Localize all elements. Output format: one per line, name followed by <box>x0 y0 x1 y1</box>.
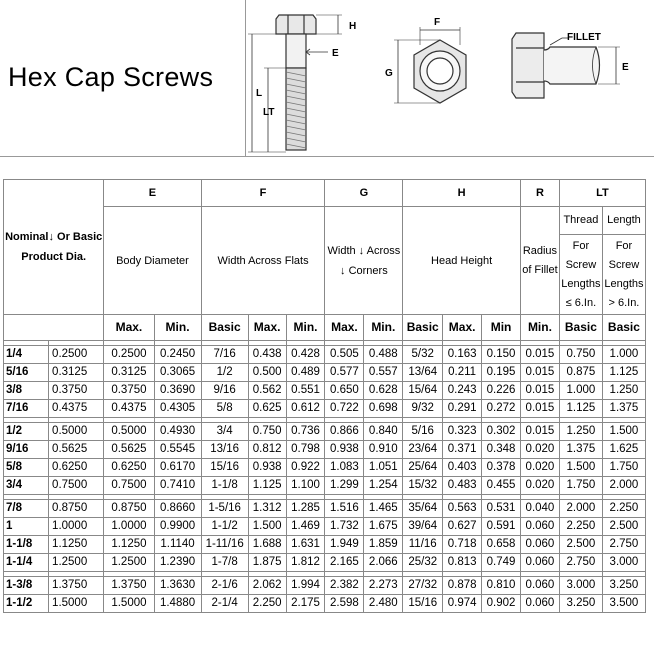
table-row <box>4 459 646 477</box>
cell-r-min: 0.015 <box>521 382 560 400</box>
cell-lt2: 2.000 <box>602 477 645 495</box>
nominal-decimal: 0.2500 <box>49 346 104 364</box>
cell-lt1: 3.000 <box>559 577 602 595</box>
cell-lt2: 1.125 <box>602 364 645 382</box>
cell-e-max: 0.3750 <box>104 382 154 400</box>
table-row <box>4 595 646 613</box>
cell-r-min: 0.060 <box>521 554 560 572</box>
cell-f-max: 0.625 <box>248 400 286 418</box>
cell-g-min: 1.254 <box>364 477 403 495</box>
cell-h-max: 0.211 <box>443 364 482 382</box>
nominal-fraction: 5/8 <box>4 459 49 477</box>
col-e-desc: Body Diameter <box>104 207 201 315</box>
cell-r-min: 0.015 <box>521 400 560 418</box>
cell-f-max: 0.812 <box>248 441 286 459</box>
subheader-cell: Basic <box>559 315 602 341</box>
cell-e-max: 1.2500 <box>104 554 154 572</box>
cell-g-min: 0.557 <box>364 364 403 382</box>
cell-h-min: 0.150 <box>482 346 521 364</box>
cell-e-max: 0.5625 <box>104 441 154 459</box>
cell-e-max: 0.2500 <box>104 346 154 364</box>
cell-f-min: 0.612 <box>286 400 325 418</box>
cell-h-min: 0.378 <box>482 459 521 477</box>
cell-f-max: 1.875 <box>248 554 286 572</box>
table-row <box>4 554 646 572</box>
fillet-detail-figure <box>512 33 620 98</box>
cell-r-min: 0.020 <box>521 441 560 459</box>
cell-g-max: 2.165 <box>325 554 364 572</box>
cell-e-min: 0.5545 <box>154 441 201 459</box>
cell-e-min: 0.9900 <box>154 518 201 536</box>
cell-f-basic: 1-7/8 <box>201 554 248 572</box>
label-fillet: FILLET <box>567 32 601 43</box>
nominal-decimal: 0.5625 <box>49 441 104 459</box>
nominal-fraction: 1 <box>4 518 49 536</box>
cell-h-basic: 11/16 <box>403 536 443 554</box>
col-lt-thread: Thread <box>559 207 602 235</box>
cell-h-max: 0.323 <box>443 423 482 441</box>
subheader-cell: Min. <box>286 315 325 341</box>
label-g: G <box>385 68 393 79</box>
cell-e-min: 0.4305 <box>154 400 201 418</box>
cell-r-min: 0.060 <box>521 518 560 536</box>
cell-h-basic: 25/32 <box>403 554 443 572</box>
cell-f-max: 2.062 <box>248 577 286 595</box>
cell-f-max: 0.938 <box>248 459 286 477</box>
cell-r-min: 0.020 <box>521 459 560 477</box>
table-row <box>4 518 646 536</box>
title-cell <box>0 0 246 157</box>
cell-h-basic: 9/32 <box>403 400 443 418</box>
cell-g-min: 1.675 <box>364 518 403 536</box>
cell-f-min: 1.100 <box>286 477 325 495</box>
nominal-decimal: 0.6250 <box>49 459 104 477</box>
cell-f-max: 0.750 <box>248 423 286 441</box>
dimensions-table <box>3 179 646 613</box>
cell-f-basic: 9/16 <box>201 382 248 400</box>
cell-h-max: 0.563 <box>443 500 482 518</box>
cell-g-max: 1.732 <box>325 518 364 536</box>
cell-e-min: 1.1140 <box>154 536 201 554</box>
cell-r-min: 0.060 <box>521 577 560 595</box>
table-row <box>4 423 646 441</box>
col-e-symbol: E <box>104 180 201 207</box>
cell-lt1: 2.250 <box>559 518 602 536</box>
cell-f-min: 1.994 <box>286 577 325 595</box>
table-row <box>4 577 646 595</box>
cell-f-basic: 2-1/6 <box>201 577 248 595</box>
nominal-fraction: 1/4 <box>4 346 49 364</box>
nominal-fraction: 3/8 <box>4 382 49 400</box>
nominal-decimal: 1.5000 <box>49 595 104 613</box>
side-view-figure <box>248 15 342 152</box>
cell-g-max: 1.949 <box>325 536 364 554</box>
cell-h-min: 0.272 <box>482 400 521 418</box>
cell-e-max: 0.7500 <box>104 477 154 495</box>
cell-h-min: 0.348 <box>482 441 521 459</box>
table-row <box>4 500 646 518</box>
subheader-cell: Basic <box>403 315 443 341</box>
cell-f-max: 2.250 <box>248 595 286 613</box>
cell-h-min: 0.658 <box>482 536 521 554</box>
cell-e-max: 1.1250 <box>104 536 154 554</box>
table-row <box>4 364 646 382</box>
subheader-cell: Max. <box>104 315 154 341</box>
col-f-desc: Width Across Flats <box>201 207 325 315</box>
cell-g-min: 2.066 <box>364 554 403 572</box>
cell-f-basic: 2-1/4 <box>201 595 248 613</box>
cell-f-basic: 1/2 <box>201 364 248 382</box>
subheader-cell: Basic <box>201 315 248 341</box>
cell-h-basic: 15/32 <box>403 477 443 495</box>
cell-f-max: 1.688 <box>248 536 286 554</box>
cell-h-basic: 5/32 <box>403 346 443 364</box>
nominal-decimal: 0.7500 <box>49 477 104 495</box>
nominal-decimal: 1.0000 <box>49 518 104 536</box>
cell-f-basic: 1-11/16 <box>201 536 248 554</box>
cell-f-min: 0.798 <box>286 441 325 459</box>
cell-lt1: 2.750 <box>559 554 602 572</box>
cell-g-max: 0.866 <box>325 423 364 441</box>
table-row <box>4 441 646 459</box>
cell-f-max: 0.562 <box>248 382 286 400</box>
nominal-decimal: 0.3750 <box>49 382 104 400</box>
cell-r-min: 0.015 <box>521 346 560 364</box>
cell-f-basic: 5/8 <box>201 400 248 418</box>
cell-g-min: 2.480 <box>364 595 403 613</box>
cell-e-max: 0.3125 <box>104 364 154 382</box>
cell-e-min: 0.2450 <box>154 346 201 364</box>
cell-g-max: 0.650 <box>325 382 364 400</box>
cell-h-min: 0.531 <box>482 500 521 518</box>
cell-g-max: 0.577 <box>325 364 364 382</box>
col-g-desc: Width ↓ Across ↓ Corners <box>325 207 403 315</box>
cell-h-min: 0.810 <box>482 577 521 595</box>
col-lt-length: Length <box>602 207 645 235</box>
nominal-decimal: 0.8750 <box>49 500 104 518</box>
cell-e-max: 0.8750 <box>104 500 154 518</box>
col-lt-le6: For Screw Lengths ≤ 6.In. <box>559 235 602 315</box>
col-f-symbol: F <box>201 180 325 207</box>
cell-h-max: 0.243 <box>443 382 482 400</box>
col-r-desc: Radius of Fillet <box>521 207 560 315</box>
cell-f-max: 0.438 <box>248 346 286 364</box>
cell-h-min: 0.749 <box>482 554 521 572</box>
nominal-decimal: 1.2500 <box>49 554 104 572</box>
subheader-cell: Max. <box>443 315 482 341</box>
dimension-figures <box>246 0 654 157</box>
cell-lt2: 2.250 <box>602 500 645 518</box>
cell-f-max: 0.500 <box>248 364 286 382</box>
cell-e-min: 0.7410 <box>154 477 201 495</box>
cell-h-min: 0.455 <box>482 477 521 495</box>
col-h-symbol: H <box>403 180 521 207</box>
cell-f-min: 0.428 <box>286 346 325 364</box>
cell-lt2: 2.500 <box>602 518 645 536</box>
cell-h-min: 0.226 <box>482 382 521 400</box>
cell-h-max: 0.627 <box>443 518 482 536</box>
nominal-decimal: 1.3750 <box>49 577 104 595</box>
cell-lt1: 1.250 <box>559 423 602 441</box>
cell-g-min: 0.488 <box>364 346 403 364</box>
nominal-decimal: 0.4375 <box>49 400 104 418</box>
cell-lt1: 2.500 <box>559 536 602 554</box>
cell-lt2: 1.375 <box>602 400 645 418</box>
cell-e-max: 1.3750 <box>104 577 154 595</box>
cell-h-max: 0.371 <box>443 441 482 459</box>
cell-f-basic: 3/4 <box>201 423 248 441</box>
cell-h-max: 0.291 <box>443 400 482 418</box>
cell-e-max: 0.5000 <box>104 423 154 441</box>
subheader-cell: Max. <box>325 315 364 341</box>
nominal-decimal: 1.1250 <box>49 536 104 554</box>
cell-g-min: 1.859 <box>364 536 403 554</box>
nominal-fraction: 9/16 <box>4 441 49 459</box>
cell-f-max: 1.312 <box>248 500 286 518</box>
cell-e-min: 0.4930 <box>154 423 201 441</box>
cell-e-min: 0.6170 <box>154 459 201 477</box>
subheader-blank <box>4 315 104 341</box>
cell-e-min: 1.2390 <box>154 554 201 572</box>
cell-lt2: 3.500 <box>602 595 645 613</box>
page-title: Hex Cap Screws <box>8 62 214 92</box>
cell-g-max: 0.505 <box>325 346 364 364</box>
cell-lt2: 3.000 <box>602 554 645 572</box>
cell-e-min: 0.3690 <box>154 382 201 400</box>
cell-lt2: 1.625 <box>602 441 645 459</box>
cell-g-max: 2.382 <box>325 577 364 595</box>
subheader-cell: Min. <box>154 315 201 341</box>
cell-lt1: 3.250 <box>559 595 602 613</box>
cell-e-min: 1.4880 <box>154 595 201 613</box>
label-h: H <box>349 21 357 32</box>
nominal-fraction: 3/4 <box>4 477 49 495</box>
nominal-header: Nominal↓ Or Basic Product Dia. <box>4 180 104 315</box>
table-row <box>4 400 646 418</box>
cell-lt2: 3.250 <box>602 577 645 595</box>
cell-f-min: 0.736 <box>286 423 325 441</box>
cell-h-min: 0.591 <box>482 518 521 536</box>
nominal-fraction: 1-1/2 <box>4 595 49 613</box>
cell-f-basic: 15/16 <box>201 459 248 477</box>
nominal-fraction: 7/8 <box>4 500 49 518</box>
cell-g-min: 2.273 <box>364 577 403 595</box>
cell-lt2: 1.750 <box>602 459 645 477</box>
label-f: F <box>434 17 441 28</box>
col-lt-symbol: LT <box>559 180 645 207</box>
cell-f-basic: 1-1/8 <box>201 477 248 495</box>
table-row <box>4 477 646 495</box>
cell-h-basic: 39/64 <box>403 518 443 536</box>
cell-lt1: 1.125 <box>559 400 602 418</box>
subheader-cell: Min. <box>521 315 560 341</box>
cell-f-min: 0.551 <box>286 382 325 400</box>
cell-lt2: 1.000 <box>602 346 645 364</box>
cell-h-min: 0.195 <box>482 364 521 382</box>
col-r-symbol: R <box>521 180 560 207</box>
cell-h-basic: 5/16 <box>403 423 443 441</box>
cell-h-basic: 35/64 <box>403 500 443 518</box>
cell-e-max: 0.6250 <box>104 459 154 477</box>
cell-g-min: 1.051 <box>364 459 403 477</box>
cell-lt1: 0.875 <box>559 364 602 382</box>
cell-h-max: 0.813 <box>443 554 482 572</box>
cell-f-min: 0.489 <box>286 364 325 382</box>
nominal-decimal: 0.3125 <box>49 364 104 382</box>
cell-h-basic: 15/64 <box>403 382 443 400</box>
nominal-fraction: 1-1/8 <box>4 536 49 554</box>
cell-h-basic: 23/64 <box>403 441 443 459</box>
hex-cap-screw-drawings <box>246 0 654 157</box>
cell-lt1: 0.750 <box>559 346 602 364</box>
cell-lt2: 1.250 <box>602 382 645 400</box>
cell-g-min: 0.628 <box>364 382 403 400</box>
cell-f-basic: 1-1/2 <box>201 518 248 536</box>
cell-lt1: 1.750 <box>559 477 602 495</box>
cell-lt1: 1.000 <box>559 382 602 400</box>
label-l: L <box>256 88 263 99</box>
cell-h-basic: 27/32 <box>403 577 443 595</box>
nominal-fraction: 1-3/8 <box>4 577 49 595</box>
cell-e-max: 1.0000 <box>104 518 154 536</box>
cell-r-min: 0.015 <box>521 364 560 382</box>
cell-e-max: 1.5000 <box>104 595 154 613</box>
cell-h-max: 0.878 <box>443 577 482 595</box>
cell-h-max: 0.163 <box>443 346 482 364</box>
cell-g-min: 0.840 <box>364 423 403 441</box>
cell-f-basic: 13/16 <box>201 441 248 459</box>
cell-g-max: 1.516 <box>325 500 364 518</box>
table-row <box>4 382 646 400</box>
cell-e-min: 0.8660 <box>154 500 201 518</box>
cell-lt1: 1.500 <box>559 459 602 477</box>
col-h-desc: Head Height <box>403 207 521 315</box>
cell-f-min: 1.631 <box>286 536 325 554</box>
table-row <box>4 536 646 554</box>
cell-g-max: 0.938 <box>325 441 364 459</box>
label-e: E <box>332 48 339 59</box>
nominal-decimal: 0.5000 <box>49 423 104 441</box>
cell-f-basic: 7/16 <box>201 346 248 364</box>
subheader-cell: Basic <box>602 315 645 341</box>
cell-f-basic: 1-5/16 <box>201 500 248 518</box>
cell-h-min: 0.902 <box>482 595 521 613</box>
cell-lt1: 2.000 <box>559 500 602 518</box>
dimensions-table-container <box>3 179 646 613</box>
cell-h-basic: 25/64 <box>403 459 443 477</box>
cell-e-max: 0.4375 <box>104 400 154 418</box>
cell-lt2: 1.500 <box>602 423 645 441</box>
cell-g-max: 1.299 <box>325 477 364 495</box>
cell-f-min: 2.175 <box>286 595 325 613</box>
subheader-cell: Min <box>482 315 521 341</box>
cell-r-min: 0.060 <box>521 595 560 613</box>
nominal-fraction: 1-1/4 <box>4 554 49 572</box>
cell-e-min: 1.3630 <box>154 577 201 595</box>
col-lt-gt6: For Screw Lengths > 6.In. <box>602 235 645 315</box>
label-lt: LT <box>263 107 275 118</box>
cell-g-min: 1.465 <box>364 500 403 518</box>
cell-h-basic: 15/16 <box>403 595 443 613</box>
cell-r-min: 0.040 <box>521 500 560 518</box>
subheader-cell: Max. <box>248 315 286 341</box>
top-view-figure <box>394 27 466 103</box>
cell-r-min: 0.015 <box>521 423 560 441</box>
col-g-symbol: G <box>325 180 403 207</box>
cell-h-max: 0.483 <box>443 477 482 495</box>
cell-h-max: 0.718 <box>443 536 482 554</box>
cell-h-min: 0.302 <box>482 423 521 441</box>
cell-f-min: 1.812 <box>286 554 325 572</box>
cell-r-min: 0.020 <box>521 477 560 495</box>
cell-lt2: 2.750 <box>602 536 645 554</box>
cell-r-min: 0.060 <box>521 536 560 554</box>
cell-lt1: 1.375 <box>559 441 602 459</box>
nominal-fraction: 7/16 <box>4 400 49 418</box>
cell-h-basic: 13/64 <box>403 364 443 382</box>
cell-f-max: 1.500 <box>248 518 286 536</box>
cell-e-min: 0.3065 <box>154 364 201 382</box>
nominal-fraction: 1/2 <box>4 423 49 441</box>
cell-g-max: 0.722 <box>325 400 364 418</box>
cell-f-min: 0.922 <box>286 459 325 477</box>
cell-g-max: 2.598 <box>325 595 364 613</box>
cell-g-max: 1.083 <box>325 459 364 477</box>
header-banner <box>0 0 654 157</box>
label-e-detail: E <box>622 62 629 73</box>
cell-g-min: 0.910 <box>364 441 403 459</box>
cell-f-max: 1.125 <box>248 477 286 495</box>
nominal-fraction: 5/16 <box>4 364 49 382</box>
cell-h-max: 0.974 <box>443 595 482 613</box>
cell-g-min: 0.698 <box>364 400 403 418</box>
table-row <box>4 346 646 364</box>
cell-h-max: 0.403 <box>443 459 482 477</box>
cell-f-min: 1.285 <box>286 500 325 518</box>
cell-f-min: 1.469 <box>286 518 325 536</box>
subheader-cell: Min. <box>364 315 403 341</box>
